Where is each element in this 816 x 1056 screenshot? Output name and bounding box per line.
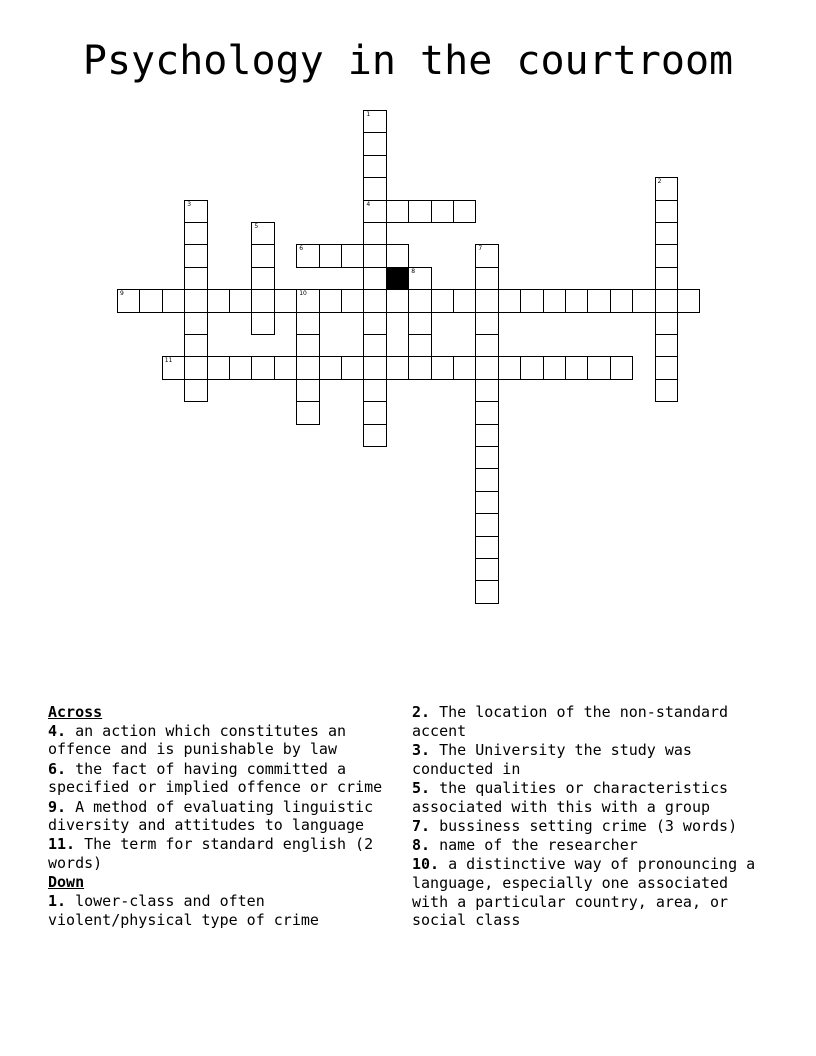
clue-text: The term for standard english (2 words) — [48, 835, 374, 873]
grid-cell[interactable] — [162, 356, 185, 379]
grid-cell[interactable] — [363, 401, 386, 424]
grid-cell[interactable] — [251, 222, 274, 245]
across-heading: Across — [48, 703, 103, 721]
grid-cell[interactable] — [475, 379, 498, 402]
clue-down-7 — [412, 817, 772, 836]
clue-down-3 — [412, 741, 772, 778]
cell-number: 4 — [366, 200, 371, 208]
grid-cell[interactable] — [565, 356, 588, 379]
grid-cell[interactable] — [296, 401, 319, 424]
clue-across-6 — [48, 760, 408, 797]
clue-number: 6. — [48, 759, 67, 778]
grid-cell[interactable] — [162, 289, 185, 312]
grid-cell[interactable] — [319, 289, 342, 312]
clue-text: The location of the non-standard accent — [412, 703, 729, 740]
grid-cell[interactable] — [453, 289, 476, 312]
clue-number: 9. — [48, 797, 67, 816]
grid-cell[interactable] — [319, 244, 342, 267]
grid-cell[interactable] — [677, 289, 700, 312]
clues-left-column — [48, 703, 408, 930]
grid-cell[interactable] — [274, 356, 297, 379]
grid-cell[interactable] — [655, 267, 678, 290]
grid-cell[interactable] — [475, 244, 498, 267]
grid-cell[interactable] — [251, 312, 274, 335]
clue-text: The University the study was conducted in — [412, 740, 692, 778]
grid-cell[interactable] — [475, 424, 498, 447]
grid-cell[interactable] — [655, 334, 678, 357]
grid-cell[interactable] — [296, 289, 319, 312]
grid-cell[interactable] — [655, 222, 678, 245]
clue-text: bussiness setting crime (3 words) — [439, 816, 738, 835]
grid-cell[interactable] — [475, 334, 498, 357]
grid-cell[interactable] — [207, 356, 230, 379]
grid-cell[interactable] — [363, 289, 386, 312]
grid-cell[interactable] — [184, 267, 207, 290]
grid-cell[interactable] — [184, 222, 207, 245]
grid-cell[interactable] — [587, 356, 610, 379]
cell-number: 6 — [299, 245, 304, 253]
cell-number: 10 — [299, 290, 307, 298]
cell-number: 5 — [254, 223, 259, 230]
grid-cell[interactable] — [475, 468, 498, 491]
grid-cell[interactable] — [408, 200, 431, 223]
grid-cell[interactable] — [184, 334, 207, 357]
clue-number: 2. — [412, 703, 431, 721]
clue-text: an action which constitutes an offence and is punishable by law — [48, 721, 347, 759]
grid-cell[interactable] — [341, 356, 364, 379]
clue-down-1 — [48, 892, 408, 929]
clue-number: 11. — [48, 835, 76, 854]
grid-cell[interactable] — [655, 379, 678, 402]
grid-cell[interactable] — [655, 177, 678, 200]
grid-cell[interactable] — [453, 356, 476, 379]
grid-cell[interactable] — [251, 244, 274, 267]
grid-cell[interactable] — [139, 289, 162, 312]
grid-cell[interactable] — [431, 289, 454, 312]
grid-cell[interactable] — [184, 312, 207, 335]
cell-number: 9 — [120, 290, 124, 298]
grid-cell[interactable] — [543, 356, 566, 379]
clue-down-2 — [412, 703, 772, 740]
clue-across-4 — [48, 722, 408, 759]
grid-cell[interactable] — [319, 356, 342, 379]
grid-cell[interactable] — [498, 356, 521, 379]
clue-across-11 — [48, 835, 408, 872]
grid-cell[interactable] — [520, 356, 543, 379]
clue-text: lower-class and often violent/physical type of crime — [48, 892, 319, 929]
grid-cell[interactable] — [543, 289, 566, 312]
grid-cell[interactable] — [475, 356, 498, 379]
grid-cell[interactable] — [408, 267, 431, 290]
grid-cell[interactable] — [475, 536, 498, 559]
grid-cell[interactable] — [475, 446, 498, 469]
clue-down-8 — [412, 836, 772, 855]
down-heading: Down — [48, 873, 85, 892]
grid-cell[interactable] — [363, 334, 386, 357]
clue-number: 8. — [412, 835, 431, 854]
grid-cell[interactable] — [184, 379, 207, 402]
clue-number: 3. — [412, 740, 431, 759]
clue-text: the fact of having committed a specified or implied offence or crime — [48, 759, 383, 797]
grid-cell[interactable] — [386, 289, 409, 312]
grid-cell[interactable] — [386, 244, 409, 267]
clue-across-9 — [48, 798, 408, 835]
grid-cell[interactable] — [431, 356, 454, 379]
grid-cell[interactable] — [386, 200, 409, 223]
grid-cell[interactable] — [431, 200, 454, 223]
clue-text: name of the researcher — [439, 835, 638, 854]
grid-cell[interactable] — [229, 356, 252, 379]
grid-cell[interactable] — [363, 244, 386, 267]
grid-cell[interactable] — [475, 401, 498, 424]
grid-cell[interactable] — [408, 289, 431, 312]
grid-cell[interactable] — [363, 110, 386, 133]
grid-cell[interactable] — [363, 424, 386, 447]
clue-number: 4. — [48, 721, 67, 740]
cell-number: 1 — [366, 111, 371, 118]
grid-cell[interactable] — [296, 379, 319, 402]
grid-cell[interactable] — [655, 200, 678, 223]
grid-cell[interactable] — [363, 267, 386, 290]
grid-cell[interactable] — [363, 177, 386, 200]
grid-cell[interactable] — [251, 267, 274, 290]
grid-cell[interactable] — [610, 289, 633, 312]
clue-down-5 — [412, 779, 772, 816]
grid-cell[interactable] — [363, 312, 386, 335]
grid-cell[interactable] — [363, 356, 386, 379]
grid-cell[interactable] — [453, 200, 476, 223]
cell-number: 2 — [657, 178, 662, 186]
grid-cell[interactable] — [408, 334, 431, 357]
grid-cell[interactable] — [251, 356, 274, 379]
grid-cell[interactable] — [475, 491, 498, 514]
grid-cell[interactable] — [475, 558, 498, 581]
grid-cell[interactable] — [296, 356, 319, 379]
clues-right-column — [412, 703, 772, 930]
cell-number: 11 — [164, 357, 173, 365]
grid-cell[interactable] — [475, 267, 498, 290]
clue-text: A method of evaluating linguistic diversity and attitudes to language — [48, 797, 374, 835]
page-title: Psychology in the courtroom — [82, 38, 734, 84]
grid-cell[interactable] — [207, 289, 230, 312]
grid-cell[interactable] — [655, 289, 678, 312]
grid-cell[interactable] — [587, 289, 610, 312]
cell-number: 8 — [411, 267, 416, 275]
grid-cell[interactable] — [184, 200, 207, 223]
grid-cell[interactable] — [655, 244, 678, 267]
grid-cell[interactable] — [632, 289, 655, 312]
grid-cell[interactable] — [296, 244, 319, 267]
grid-cell[interactable] — [520, 289, 543, 312]
grid-cell[interactable] — [296, 334, 319, 357]
grid-cell[interactable] — [341, 289, 364, 312]
grid-cell[interactable] — [475, 312, 498, 335]
grid-cell[interactable] — [408, 312, 431, 335]
grid-cell[interactable] — [341, 244, 364, 267]
clue-text: the qualities or characteristics associated with this with a group — [412, 778, 729, 816]
grid-cell[interactable] — [184, 244, 207, 267]
cell-number: 7 — [478, 245, 483, 253]
grid-cell[interactable] — [363, 222, 386, 245]
clue-number: 1. — [48, 892, 67, 911]
blocked-cell — [386, 267, 409, 290]
grid-cell[interactable] — [363, 200, 386, 223]
grid-cell[interactable] — [655, 356, 678, 379]
grid-cell[interactable] — [184, 356, 207, 379]
grid-cell[interactable] — [251, 289, 274, 312]
grid-cell[interactable] — [296, 312, 319, 335]
grid-cell[interactable] — [274, 289, 297, 312]
grid-cell[interactable] — [475, 513, 498, 536]
clue-text: a distinctive way of pronouncing a language, especially one associated with a particular country, area, or social class — [412, 855, 756, 930]
clue-number: 10. — [412, 855, 440, 874]
cell-number: 3 — [187, 200, 192, 208]
grid-cell[interactable] — [386, 356, 409, 379]
grid-cell[interactable] — [363, 379, 386, 402]
grid-cell[interactable] — [475, 580, 498, 603]
grid-cell[interactable] — [565, 289, 588, 312]
grid-cell[interactable] — [610, 356, 633, 379]
grid-cell[interactable] — [475, 289, 498, 312]
clue-down-10 — [412, 855, 772, 930]
grid-cell[interactable] — [184, 289, 207, 312]
grid-cell[interactable] — [408, 356, 431, 379]
grid-cell[interactable] — [363, 132, 386, 155]
clue-number: 7. — [412, 816, 431, 835]
grid-cell[interactable] — [229, 289, 252, 312]
grid-cell[interactable] — [363, 155, 386, 178]
grid-cell[interactable] — [655, 312, 678, 335]
grid-cell[interactable] — [117, 289, 140, 312]
clue-number: 5. — [412, 778, 431, 797]
grid-cell[interactable] — [498, 289, 521, 312]
